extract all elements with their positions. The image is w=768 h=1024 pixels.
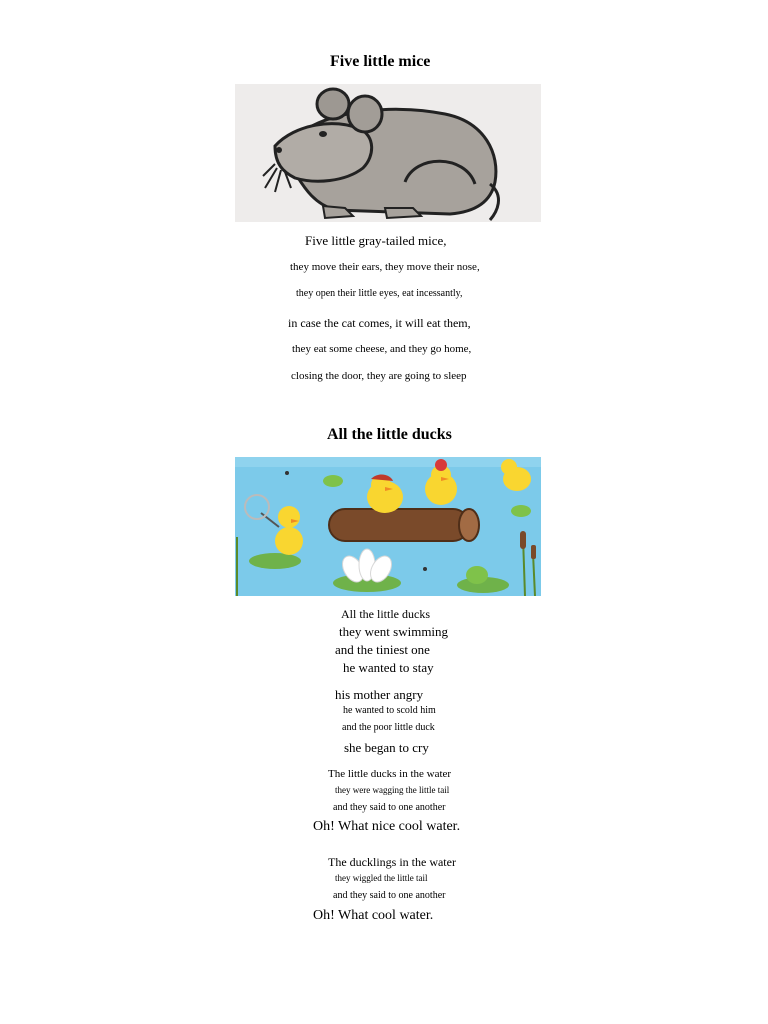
poem2-line-11: and they said to one another (333, 802, 446, 813)
mouse-illustration (235, 84, 541, 222)
poem2-line-15: and they said to one another (333, 890, 446, 901)
poem2-line-12: Oh! What nice cool water. (313, 819, 461, 834)
poem1-line-6: closing the door, they are going to sleep (291, 370, 467, 382)
ducks-icon (235, 457, 541, 596)
mouse-icon (235, 84, 541, 222)
poem2-line-8: she began to cry (344, 740, 429, 755)
poem2-line-2: they went swimming (339, 624, 449, 639)
poem2-line-3: and the tiniest one (335, 642, 430, 657)
ducks-pond-illustration (235, 457, 541, 596)
poem2-line-1: All the little ducks (341, 607, 430, 621)
poem2-line-7: and the poor little duck (342, 722, 435, 733)
poem2-line-9: The little ducks in the water (328, 768, 452, 780)
poem2-line-13: The ducklings in the water (328, 855, 456, 869)
poem2-line-5: his mother angry (335, 687, 424, 702)
poem1-line-1: Five little gray-tailed mice, (305, 233, 447, 248)
poem2-line-4: he wanted to stay (343, 660, 434, 675)
poem2-line-16: Oh! What cool water. (313, 908, 434, 923)
poem2-title: All the little ducks (327, 426, 452, 443)
poem1-line-4: in case the cat comes, it will eat them, (288, 316, 471, 330)
poem1-line-2: they move their ears, they move their nose, (290, 261, 480, 273)
poem1-line-3: they open their little eyes, eat incessantly, (296, 288, 463, 299)
poem1-title: Five little mice (330, 53, 431, 70)
poem1-line-5: they eat some cheese, and they go home, (292, 343, 472, 355)
poem2-line-14: they wiggled the little tail (335, 873, 428, 883)
poem2-line-10: they were wagging the little tail (335, 785, 450, 795)
poem2-line-6: he wanted to scold him (343, 705, 436, 716)
